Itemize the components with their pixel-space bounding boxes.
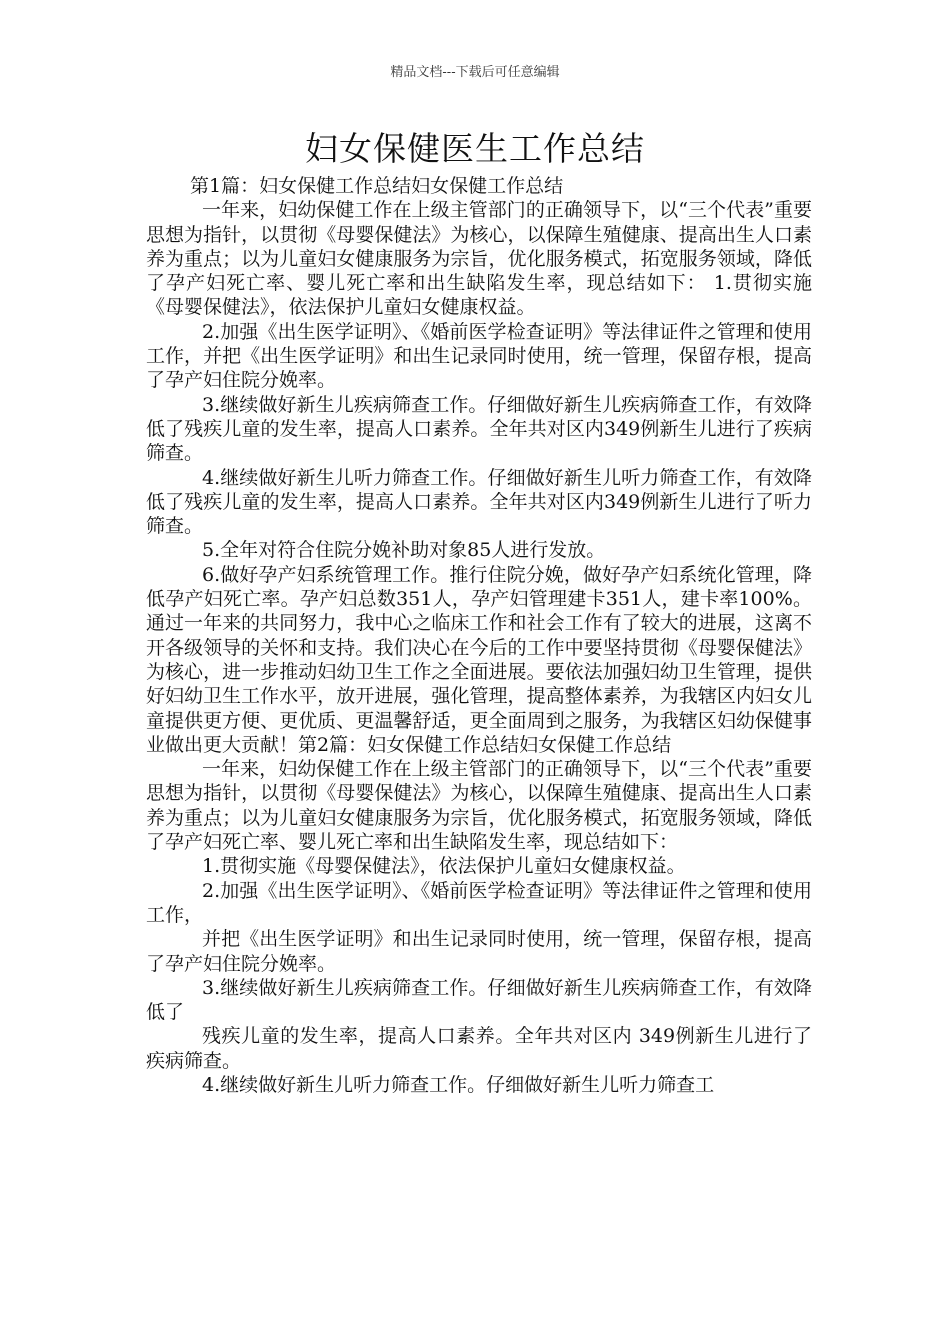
paragraph: 3.继续做好新生儿疾病筛查工作。仔细做好新生儿疾病筛查工作，有效降低了残疾儿童的发生率，提高人口素养。全年共对区内349例新生儿进行了疾病筛查。 [146,393,812,465]
section-heading: 第1篇：妇女保健工作总结妇女保健工作总结 [190,175,564,197]
paragraph: 5.全年对符合住院分娩补助对象85人进行发放。 [202,539,606,562]
paragraph: 一年来，妇幼保健工作在上级主管部门的正确领导下，以“三个代表”重要思想为指针，以贯彻《母婴保健法》为核心，以保障生殖健康、提高出生人口素养为重点；以为儿童妇女健康服务为宗旨，优化服务模式，拓宽服务领域，降低了孕产妇死亡率、婴儿死亡率和出生缺陷发生率，现总结如下： 1.贯彻实施《母婴保健法》，依法保护儿童妇女健康权益。 [146,199,812,319]
paragraph: 6.做好孕产妇系统管理工作。推行住院分娩，做好孕产妇系统化管理，降低孕产妇死亡率。孕产妇总数351人，孕产妇管理建卡351人，建卡率100%。 通过一年来的共同努力，我中心之临床工作和社会工作有了较大的进展，这离不开各级领导的关怀和支持。我们决心在今后的工作中要坚持贯彻《母婴保健法》为核心，进一步推动妇幼卫生工作之全面进展。要依法加强妇幼卫生管理，提供好妇幼卫生工作水平，放开进展，强化管理，提高整体素养，为我辖区内妇女儿童提供更方便、更优质、更温馨舒适，更全面周到之服务，为我辖区妇幼保健事业做出更大贡献！第2篇：妇女保健工作总结妇女保健工作总结 [146,563,812,756]
paragraph: 2.加强《出生医学证明》、《婚前医学检查证明》等法律证件之管理和使用工作， [146,879,812,926]
header-note: 精品文档---下载后可任意编辑 [390,65,560,80]
document-title: 妇女保健医生工作总结 [305,129,645,168]
document-body [146,174,812,1097]
paragraph: 并把《出生医学证明》和出生记录同时使用，统一管理，保留存根，提高了孕产妇住院分娩率。 [146,928,812,975]
paragraph: 4.继续做好新生儿听力筛查工作。仔细做好新生儿听力筛查工作，有效降低了残疾儿童的发生率，提高人口素养。全年共对区内349例新生儿进行了听力筛查。 [146,466,812,538]
paragraph: 2.加强《出生医学证明》、《婚前医学检查证明》等法律证件之管理和使用工作，并把《出生医学证明》和出生记录同时使用，统一管理，保留存根，提高了孕产妇住院分娩率。 [146,320,812,392]
paragraph: 1.贯彻实施《母婴保健法》，依法保护儿童妇女健康权益。 [202,855,686,878]
paragraph: 4.继续做好新生儿听力筛查工作。仔细做好新生儿听力筛查工 [202,1073,715,1096]
paragraph: 一年来，妇幼保健工作在上级主管部门的正确领导下，以“三个代表”重要思想为指针，以贯彻《母婴保健法》为核心，以保障生殖健康、提高出生人口素养为重点；以为儿童妇女健康服务为宗旨，优化服务模式，拓宽服务领域，降低了孕产妇死亡率、婴儿死亡率和出生缺陷发生率，现总结如下： [146,758,812,854]
paragraph: 残疾儿童的发生率，提高人口素养。全年共对区内 349例新生儿进行了疾病筛查。 [146,1025,812,1072]
paragraph: 3.继续做好新生儿疾病筛查工作。仔细做好新生儿疾病筛查工作，有效降低了 [146,976,812,1024]
